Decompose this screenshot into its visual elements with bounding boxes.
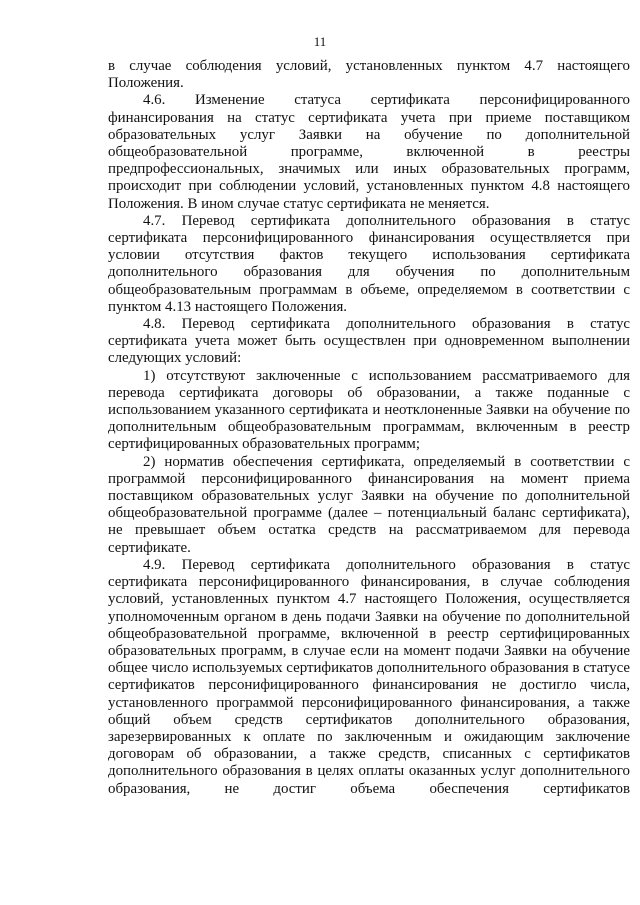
paragraph-4-6: 4.6. Изменение статуса сертификата персонифицированного финансирования на статус сертификата учета при приеме поставщиком образовательных услуг Заявки на обучение по дополнительной общеобразовательной программе, включенной в реестры предпрофессиональных, значимых или иных образовательных программ, происходит при соблюдении условий, установленных пунктом 4.8 настоящего Положения. В ином случае статус сертификата не меняется.	[108, 92, 630, 212]
paragraph-continuation: в случае соблюдения условий, установленных пунктом 4.7 настоящего Положения.	[108, 58, 630, 92]
paragraph-4-9: 4.9. Перевод сертификата дополнительного образования в статус сертификата персонифицированного финансирования, в случае соблюдения условий, установленных пунктом 4.7 настоящего Положения, осуществляется уполномоченным органом в день подачи Заявки на обучение по дополнительной общеобразовательной программе, включенной в реестр сертифицированных образовательных программ, в случае если на момент подачи Заявки на обучение общее число используемых сертификатов дополнительного образования в статусе сертификатов персонифицированного финансирования не достигло числа, установленного программой персонифицированного финансирования, а также общий объем средств сертификатов дополнительного образования, зарезервированных к оплате по заключенным и ожидающим заключение договорам об образовании, а также средств, списанных с сертификатов дополнительного образования в целях оплаты оказанных услуг дополнительного образования, не достиг объема обеспечения сертификатов	[108, 556, 630, 797]
page-number: 11	[313, 34, 327, 49]
paragraph-4-8: 4.8. Перевод сертификата дополнительного образования в статус сертификата учета может быть осуществлен при одновременном выполнении следующих условий:	[108, 316, 630, 367]
document-body	[108, 58, 630, 798]
paragraph-4-8-item-2: 2) норматив обеспечения сертификата, определяемый в соответствии с программой персонифицированного финансирования на момент приема поставщиком образовательных услуг Заявки на обучение по дополнительной общеобразовательной программе (далее – потенциальный баланс сертификата), не превышает объем остатка средств на рассматриваемом для перевода сертификате.	[108, 453, 630, 556]
paragraph-4-8-item-1: 1) отсутствуют заключенные с использованием рассматриваемого для перевода сертификата договоры об образовании, а также поданные с использованием указанного сертификата и неотклоненные Заявки на обучение по дополнительным общеобразовательным программам, включенным в реестр сертифицированных образовательных программ;	[108, 367, 630, 453]
paragraph-4-7: 4.7. Перевод сертификата дополнительного образования в статус сертификата персонифицированного финансирования осуществляется при условии отсутствия фактов текущего использования сертификата дополнительного образования для обучения по дополнительным общеобразовательным программам в объеме, определяемом в соответствии с пунктом 4.13 настоящего Положения.	[108, 212, 630, 315]
